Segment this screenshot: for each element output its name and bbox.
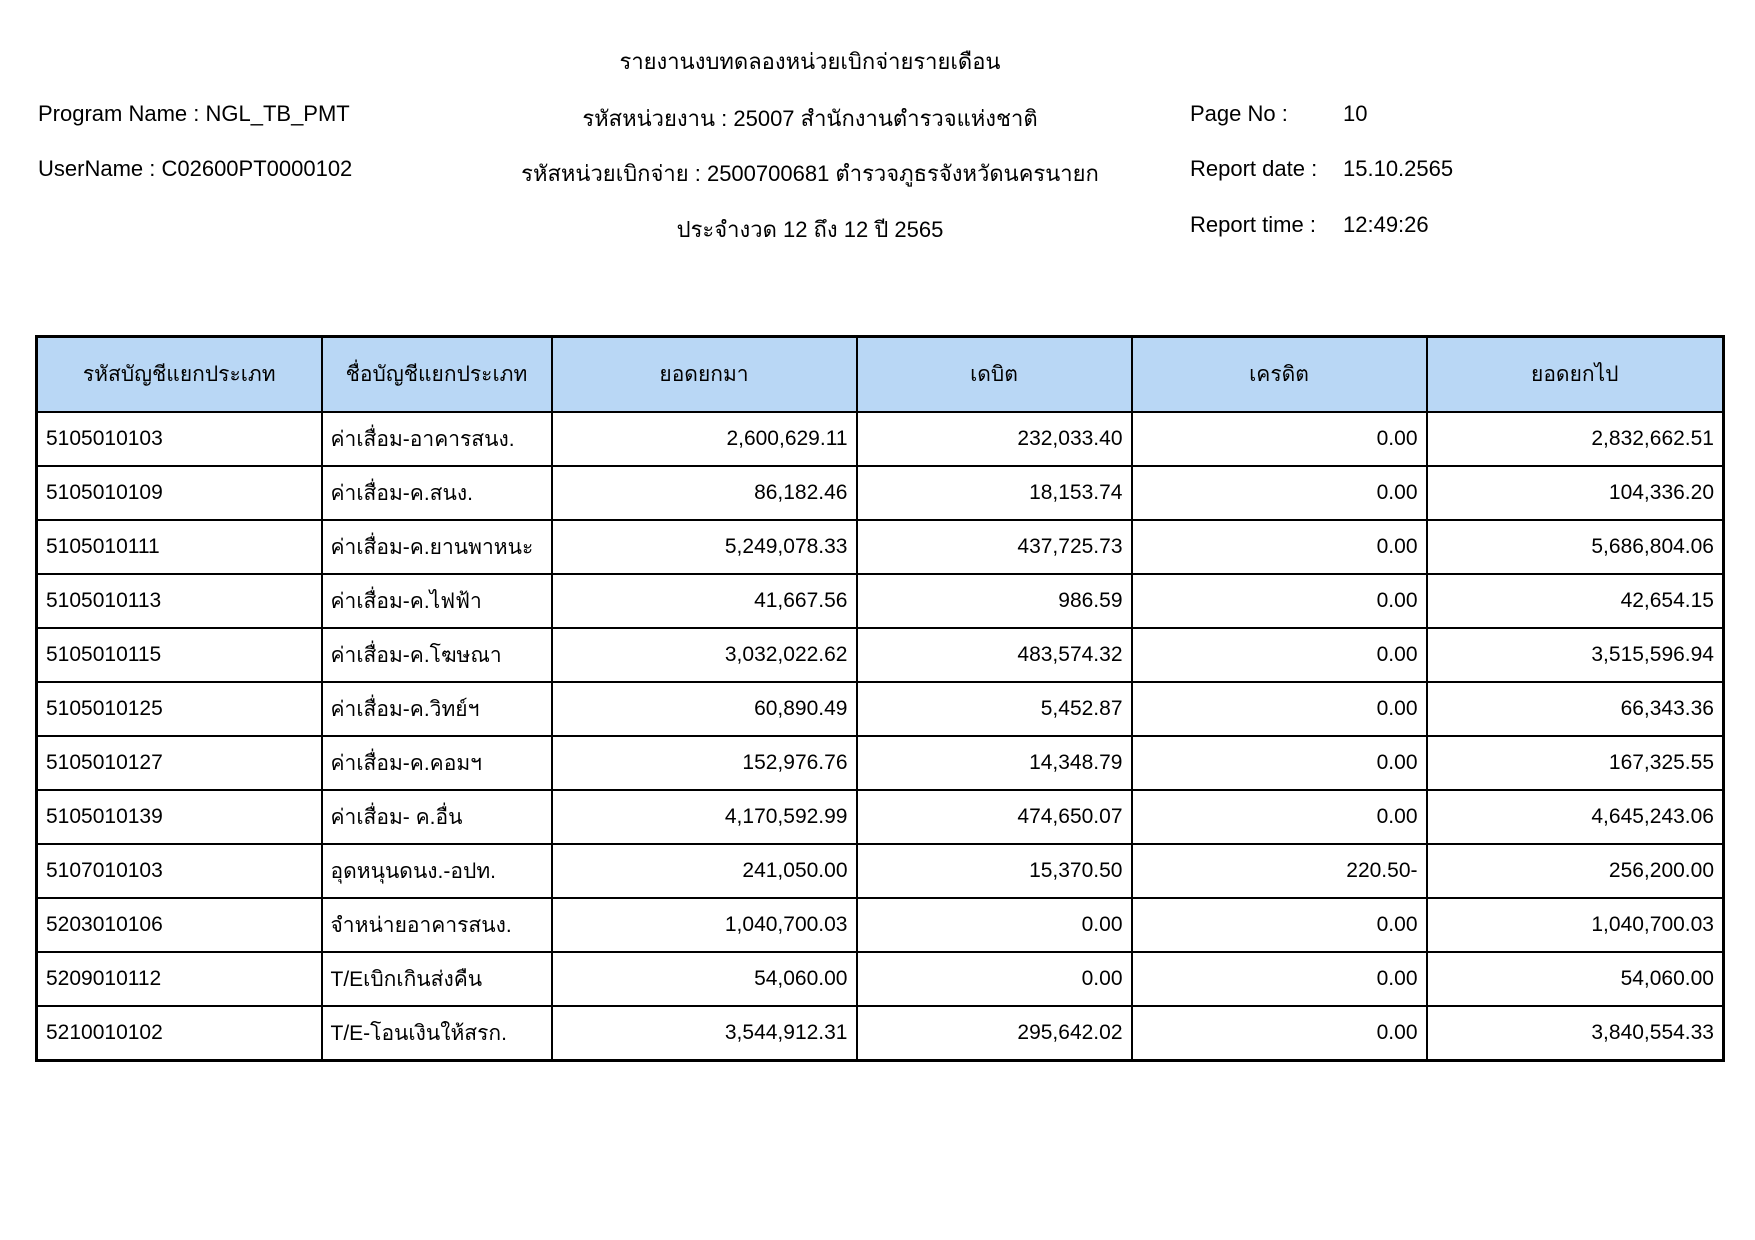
credit-cell: 0.00 (1132, 898, 1427, 952)
closing-balance-cell: 1,040,700.03 (1427, 898, 1724, 952)
page-no-label: Page No : (1190, 101, 1288, 126)
agency-line: รหัสหน่วยงาน : 25007 สำนักงานตำรวจแห่งชาติ (582, 106, 1038, 131)
debit-cell: 295,642.02 (857, 1006, 1132, 1061)
debit-cell: 0.00 (857, 898, 1132, 952)
table-row (37, 412, 1724, 466)
credit-cell: 0.00 (1132, 736, 1427, 790)
credit-cell: 0.00 (1132, 520, 1427, 574)
trial-balance-table (35, 335, 1725, 1062)
page-no-value: 10 (1343, 101, 1368, 126)
disbursement-unit-line: รหัสหน่วยเบิกจ่าย : 2500700681 ตำรวจภูธรจังหวัดนครนายก (521, 161, 1099, 186)
opening-balance-cell: 41,667.56 (552, 574, 857, 628)
table-row (37, 844, 1724, 898)
closing-balance-cell: 2,832,662.51 (1427, 412, 1724, 466)
debit-cell: 483,574.32 (857, 628, 1132, 682)
account-name-cell: อุดหนุนดนง.-อปท. (322, 844, 552, 898)
opening-balance-cell: 241,050.00 (552, 844, 857, 898)
account-code-cell: 5105010109 (37, 466, 322, 520)
credit-cell: 0.00 (1132, 790, 1427, 844)
account-code-cell: 5209010112 (37, 952, 322, 1006)
table-row (37, 628, 1724, 682)
debit-cell: 18,153.74 (857, 466, 1132, 520)
opening-balance-cell: 152,976.76 (552, 736, 857, 790)
username-line: UserName : C02600PT0000102 (38, 156, 353, 181)
account-name-cell: ค่าเสื่อม-ค.คอมฯ (322, 736, 552, 790)
table-row (37, 574, 1724, 628)
opening-balance-cell: 2,600,629.11 (552, 412, 857, 466)
account-code-cell: 5210010102 (37, 1006, 322, 1061)
column-header-account-code: รหัสบัญชีแยกประเภท (37, 337, 322, 413)
column-header-account-name: ชื่อบัญชีแยกประเภท (322, 337, 552, 413)
account-code-cell: 5107010103 (37, 844, 322, 898)
credit-cell: 0.00 (1132, 1006, 1427, 1061)
table-row (37, 736, 1724, 790)
opening-balance-cell: 4,170,592.99 (552, 790, 857, 844)
table-row (37, 790, 1724, 844)
debit-cell: 474,650.07 (857, 790, 1132, 844)
account-name-cell: ค่าเสื่อม-ค.วิทย์ฯ (322, 682, 552, 736)
closing-balance-cell: 104,336.20 (1427, 466, 1724, 520)
opening-balance-cell: 3,544,912.31 (552, 1006, 857, 1061)
opening-balance-cell: 60,890.49 (552, 682, 857, 736)
table-body (37, 412, 1724, 1061)
account-code-cell: 5105010139 (37, 790, 322, 844)
account-name-cell: ค่าเสื่อม-อาคารสนง. (322, 412, 552, 466)
table-row (37, 952, 1724, 1006)
closing-balance-cell: 42,654.15 (1427, 574, 1724, 628)
account-code-cell: 5105010115 (37, 628, 322, 682)
account-name-cell: ค่าเสื่อม-ค.โฆษณา (322, 628, 552, 682)
debit-cell: 232,033.40 (857, 412, 1132, 466)
program-name-line: Program Name : NGL_TB_PMT (38, 101, 350, 126)
column-header-opening-balance: ยอดยกมา (552, 337, 857, 413)
debit-cell: 437,725.73 (857, 520, 1132, 574)
closing-balance-cell: 3,840,554.33 (1427, 1006, 1724, 1061)
column-header-credit: เครดิต (1132, 337, 1427, 413)
table-header-row (37, 337, 1724, 413)
table-row (37, 520, 1724, 574)
account-name-cell: จำหน่ายอาคารสนง. (322, 898, 552, 952)
opening-balance-cell: 86,182.46 (552, 466, 857, 520)
debit-cell: 0.00 (857, 952, 1132, 1006)
period-line: ประจำงวด 12 ถึง 12 ปี 2565 (676, 217, 944, 242)
table-row (37, 1006, 1724, 1061)
table-header (37, 337, 1724, 413)
closing-balance-cell: 66,343.36 (1427, 682, 1724, 736)
closing-balance-cell: 5,686,804.06 (1427, 520, 1724, 574)
opening-balance-cell: 1,040,700.03 (552, 898, 857, 952)
debit-cell: 986.59 (857, 574, 1132, 628)
report-time-label: Report time : (1190, 212, 1316, 237)
credit-cell: 0.00 (1132, 574, 1427, 628)
closing-balance-cell: 167,325.55 (1427, 736, 1724, 790)
debit-cell: 5,452.87 (857, 682, 1132, 736)
account-code-cell: 5105010125 (37, 682, 322, 736)
column-header-debit: เดบิต (857, 337, 1132, 413)
debit-cell: 14,348.79 (857, 736, 1132, 790)
account-name-cell: ค่าเสื่อม-ค.สนง. (322, 466, 552, 520)
table-row (37, 682, 1724, 736)
column-header-closing-balance: ยอดยกไป (1427, 337, 1724, 413)
report-time-value: 12:49:26 (1343, 212, 1429, 237)
account-name-cell: ค่าเสื่อม-ค.ไฟฟ้า (322, 574, 552, 628)
account-name-cell: ค่าเสื่อม- ค.อื่น (322, 790, 552, 844)
table-row (37, 898, 1724, 952)
credit-cell: 0.00 (1132, 466, 1427, 520)
account-code-cell: 5203010106 (37, 898, 322, 952)
opening-balance-cell: 3,032,022.62 (552, 628, 857, 682)
closing-balance-cell: 4,645,243.06 (1427, 790, 1724, 844)
account-code-cell: 5105010127 (37, 736, 322, 790)
account-name-cell: T/Eเบิกเกินส่งคืน (322, 952, 552, 1006)
debit-cell: 15,370.50 (857, 844, 1132, 898)
credit-cell: 220.50- (1132, 844, 1427, 898)
credit-cell: 0.00 (1132, 952, 1427, 1006)
opening-balance-cell: 5,249,078.33 (552, 520, 857, 574)
account-name-cell: ค่าเสื่อม-ค.ยานพาหนะ (322, 520, 552, 574)
credit-cell: 0.00 (1132, 412, 1427, 466)
account-name-cell: T/E-โอนเงินให้สรก. (322, 1006, 552, 1061)
closing-balance-cell: 256,200.00 (1427, 844, 1724, 898)
account-code-cell: 5105010113 (37, 574, 322, 628)
closing-balance-cell: 54,060.00 (1427, 952, 1724, 1006)
closing-balance-cell: 3,515,596.94 (1427, 628, 1724, 682)
credit-cell: 0.00 (1132, 628, 1427, 682)
table-row (37, 466, 1724, 520)
report-date-value: 15.10.2565 (1343, 156, 1454, 181)
report-date-label: Report date : (1190, 156, 1318, 181)
opening-balance-cell: 54,060.00 (552, 952, 857, 1006)
account-code-cell: 5105010111 (37, 520, 322, 574)
report-title: รายงานงบทดลองหน่วยเบิกจ่ายรายเดือน (619, 49, 1001, 74)
account-code-cell: 5105010103 (37, 412, 322, 466)
credit-cell: 0.00 (1132, 682, 1427, 736)
